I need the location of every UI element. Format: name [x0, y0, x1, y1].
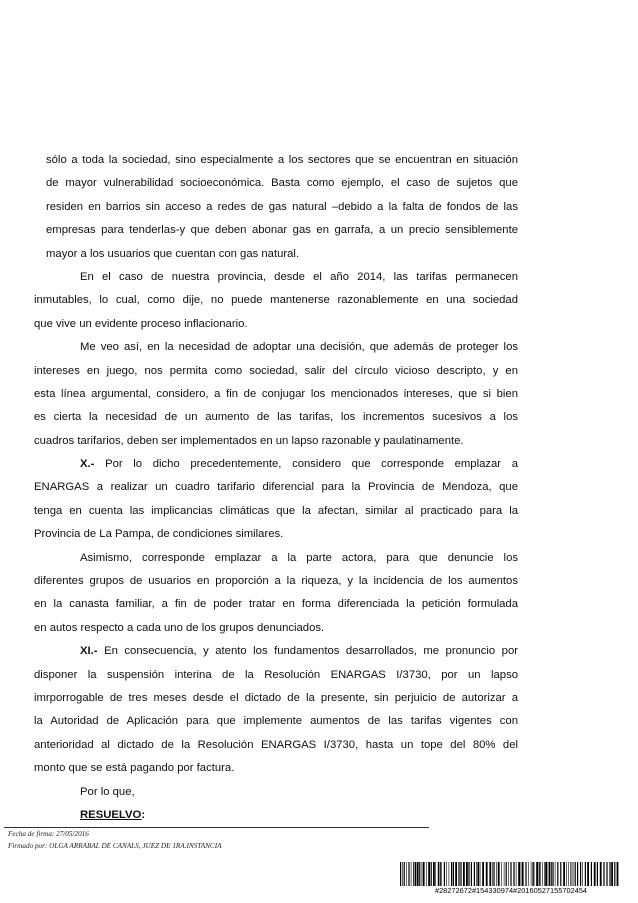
text-line	[34, 500, 518, 523]
text-line	[34, 289, 518, 312]
barcode-bar	[531, 862, 532, 886]
line-text: Asimismo, corresponde emplazar a la parte actora, para que denuncie los	[80, 551, 518, 564]
text-line	[34, 710, 518, 733]
line-text: imrporrogable de tres meses desde el dictado de la presente, sin perjuicio de autorizar a	[34, 691, 518, 704]
line-text: cuadros tarifarios, deben ser implementados en un lapso razonable y paulatinamente.	[34, 434, 464, 447]
barcode-bar	[474, 862, 475, 886]
signature-divider	[4, 827, 429, 828]
barcode-bar	[466, 862, 468, 886]
section-number: X.-	[80, 458, 95, 471]
barcode-bar	[498, 862, 500, 886]
barcode-bar	[471, 862, 472, 886]
barcode-bar	[606, 862, 607, 886]
barcode-bar	[400, 862, 401, 886]
text-line	[34, 430, 518, 453]
line-text: de mayor vulnerabilidad socioeconómica. Basta como ejemplo, el caso de sujetos que	[46, 177, 518, 190]
text-line	[34, 196, 518, 219]
line-text: la Autoridad de Aplicación para que implemente aumentos de las tarifas vigentes con	[34, 715, 518, 728]
barcode-bar	[544, 862, 545, 886]
barcode-bar	[525, 862, 526, 886]
line-text: disponer la suspensión interina de la Resolución ENARGAS I/3730, por un lapso	[34, 668, 518, 681]
line-text: monto que se está pagando por factura.	[34, 762, 235, 775]
barcode-bar	[406, 862, 407, 886]
barcode-bar	[573, 862, 574, 886]
text-line	[34, 523, 518, 546]
line-text: empresas para tenderlas-y que deben abonar gas en garrafa, a un precio sensiblemente	[46, 224, 518, 237]
line-text: ENARGAS a realizar un cuadro tarifario diferencial para la Provincia de Mendoza, que	[34, 481, 518, 494]
barcode-bar	[568, 862, 569, 886]
barcode-number: #28272672#154330974#20160527155702454	[434, 886, 588, 895]
line-text: Por lo que,	[80, 785, 135, 798]
line-text: residen en barrios sin acceso a redes de gas natural –debido a la falta de fondos de las	[46, 200, 518, 213]
barcode	[400, 862, 622, 886]
line-text: mayor a los usuarios que cuentan con gas natural.	[46, 247, 300, 260]
barcode-bar	[609, 862, 610, 886]
text-line	[34, 360, 518, 383]
line-text: Provincia de La Pampa, de condiciones similares.	[34, 528, 284, 541]
barcode-bar	[446, 862, 447, 886]
barcode-bar	[435, 862, 436, 886]
text-line	[34, 453, 518, 476]
text-line	[34, 687, 518, 710]
line-text: En el caso de nuestra provincia, desde el año 2014, las tarifas permanecen	[80, 270, 518, 283]
text-line	[34, 266, 518, 289]
barcode-bar	[542, 862, 543, 886]
barcode-bar	[411, 862, 412, 886]
barcode-bar	[566, 862, 567, 886]
line-text: Me veo así, en la necesidad de adoptar una decisión, que además de proteger los	[80, 341, 518, 354]
barcode-bar	[455, 862, 457, 886]
barcode-bar	[536, 862, 538, 886]
barcode-bar	[587, 862, 589, 886]
barcode-bar	[533, 862, 534, 886]
barcode-bar	[594, 862, 596, 886]
barcode-bar	[591, 862, 592, 886]
barcode-bar	[539, 862, 540, 886]
barcode-bar	[518, 862, 520, 886]
barcode-bar	[549, 862, 550, 886]
line-text: diferentes grupos de usuarios en proporción a la riqueza, y la incidencia de los aumentos	[34, 575, 518, 588]
barcode-bar	[545, 862, 547, 886]
barcode-bar	[419, 862, 420, 886]
barcode-bar	[506, 862, 507, 886]
text-line	[34, 804, 518, 827]
signature-signer: Firmado por: OLGA ARRABAL DE CANALS, JUEZ DE 1RA.INSTANCIA	[8, 842, 222, 850]
barcode-bar	[463, 862, 465, 886]
barcode-bar	[501, 862, 502, 886]
barcode-bar	[422, 862, 423, 886]
text-line	[34, 476, 518, 499]
text-line	[34, 172, 518, 195]
barcode-bar	[597, 862, 598, 886]
barcode-bar	[413, 862, 414, 886]
text-line	[34, 570, 518, 593]
line-text: inmutables, lo cual, como dije, no puede mantenerse razonablemente en una sociedad	[34, 294, 518, 307]
line-text: esta línea argumental, considero, a fin de conjugar los mencionados intereses, que si bien	[34, 387, 518, 400]
line-text: anterioridad al dictado de la Resolución ENARGAS I/3730, hasta un tope del 80% del	[34, 738, 518, 751]
barcode-bar	[468, 862, 469, 886]
resuelvo-heading: RESUELVO	[80, 808, 142, 821]
text-line	[34, 734, 518, 757]
barcode-bar	[426, 862, 427, 886]
barcode-bar	[408, 862, 409, 886]
text-line	[34, 383, 518, 406]
barcode-bar	[438, 862, 439, 886]
barcode-bar	[516, 862, 517, 886]
line-text: es cierta la necesidad de un aumento de las tarifas, los incrementos sucesivos a los	[34, 411, 518, 424]
barcode-bar	[617, 862, 619, 886]
barcode-bar	[522, 862, 524, 886]
barcode-bar	[508, 862, 509, 886]
text-line	[34, 149, 518, 172]
barcode-bar	[603, 862, 604, 886]
line-text: :	[141, 808, 146, 821]
barcode-bar	[560, 862, 561, 886]
barcode-bar	[482, 862, 484, 886]
text-line	[34, 781, 518, 804]
barcode-bar	[575, 862, 576, 886]
text-line	[34, 243, 518, 266]
barcode-bar	[441, 862, 442, 886]
section-number: XI.-	[80, 645, 98, 658]
barcode-bar	[548, 862, 549, 886]
text-line	[34, 406, 518, 429]
barcode-bar	[477, 862, 479, 886]
barcode-bar	[540, 862, 541, 886]
text-line	[34, 336, 518, 359]
barcode-bar	[582, 862, 583, 886]
line-text: que vive un evidente proceso inflacionario.	[34, 317, 248, 330]
barcode-bar	[440, 862, 441, 886]
text-line	[34, 547, 518, 570]
barcode-bar	[577, 862, 578, 886]
barcode-bar	[580, 862, 581, 886]
barcode-bar	[572, 862, 573, 886]
barcode-bar	[510, 862, 511, 886]
barcode-bar	[451, 862, 452, 886]
barcode-bar	[461, 862, 462, 886]
text-line	[34, 640, 518, 663]
text-line	[34, 219, 518, 242]
barcode-bar	[551, 862, 552, 886]
document-body	[34, 149, 518, 827]
barcode-bar	[453, 862, 454, 886]
barcode-bar	[521, 862, 522, 886]
barcode-bar	[404, 862, 405, 886]
barcode-bar	[492, 862, 493, 886]
text-line	[34, 313, 518, 336]
barcode-bar	[496, 862, 497, 886]
barcode-bar	[458, 862, 459, 886]
barcode-bar	[423, 862, 425, 886]
barcode-bar	[402, 862, 403, 886]
barcode-bar	[459, 862, 460, 886]
barcode-bar	[449, 862, 450, 886]
barcode-bar	[600, 862, 602, 886]
barcode-bar	[611, 862, 613, 886]
barcode-bar	[480, 862, 481, 886]
text-line	[34, 593, 518, 616]
barcode-bar	[585, 862, 586, 886]
barcode-bar	[528, 862, 529, 886]
barcode-bar	[532, 862, 533, 886]
barcode-bar	[563, 862, 565, 886]
barcode-bar	[614, 862, 615, 886]
barcode-bar	[513, 862, 514, 886]
barcode-bar	[570, 862, 571, 886]
barcode-bar	[494, 862, 495, 886]
barcode-bar	[433, 862, 435, 886]
line-text: tenga en cuenta las implicancias climáticas que la afectan, similar al practicado para la	[34, 504, 518, 517]
barcode-bar	[486, 862, 488, 886]
barcode-bar	[415, 862, 416, 886]
barcode-bar	[428, 862, 430, 886]
text-line	[34, 617, 518, 640]
barcode-bar	[489, 862, 491, 886]
barcode-bar	[431, 862, 432, 886]
text-line	[34, 757, 518, 780]
barcode-bar	[504, 862, 505, 886]
barcode-bar	[444, 862, 445, 886]
line-text: Por lo dicho precedentemente, considero que corresponde emplazar a	[94, 458, 518, 471]
barcode-bar	[417, 862, 419, 886]
line-text: en la canasta familiar, a fin de poder tratar en forma diferenciada la petición formulada	[34, 598, 518, 611]
line-text: En consecuencia, y atento los fundamentos desarrollados, me pronuncio por	[97, 645, 518, 658]
text-line	[34, 664, 518, 687]
line-text: sólo a toda la sociedad, sino especialmente a los sectores que se encuentran en situación	[46, 154, 518, 166]
barcode-bar	[552, 862, 553, 886]
line-text: en autos respecto a cada uno de los grupos denunciados.	[34, 621, 325, 634]
signature-date: Fecha de firma: 27/05/2016	[8, 830, 89, 838]
barcode-bar	[555, 862, 556, 886]
barcode-bar	[557, 862, 558, 886]
barcode-bar	[476, 862, 477, 886]
line-text: intereses en juego, nos permita como sociedad, salir del círculo vicioso descripto, y en	[34, 364, 518, 377]
